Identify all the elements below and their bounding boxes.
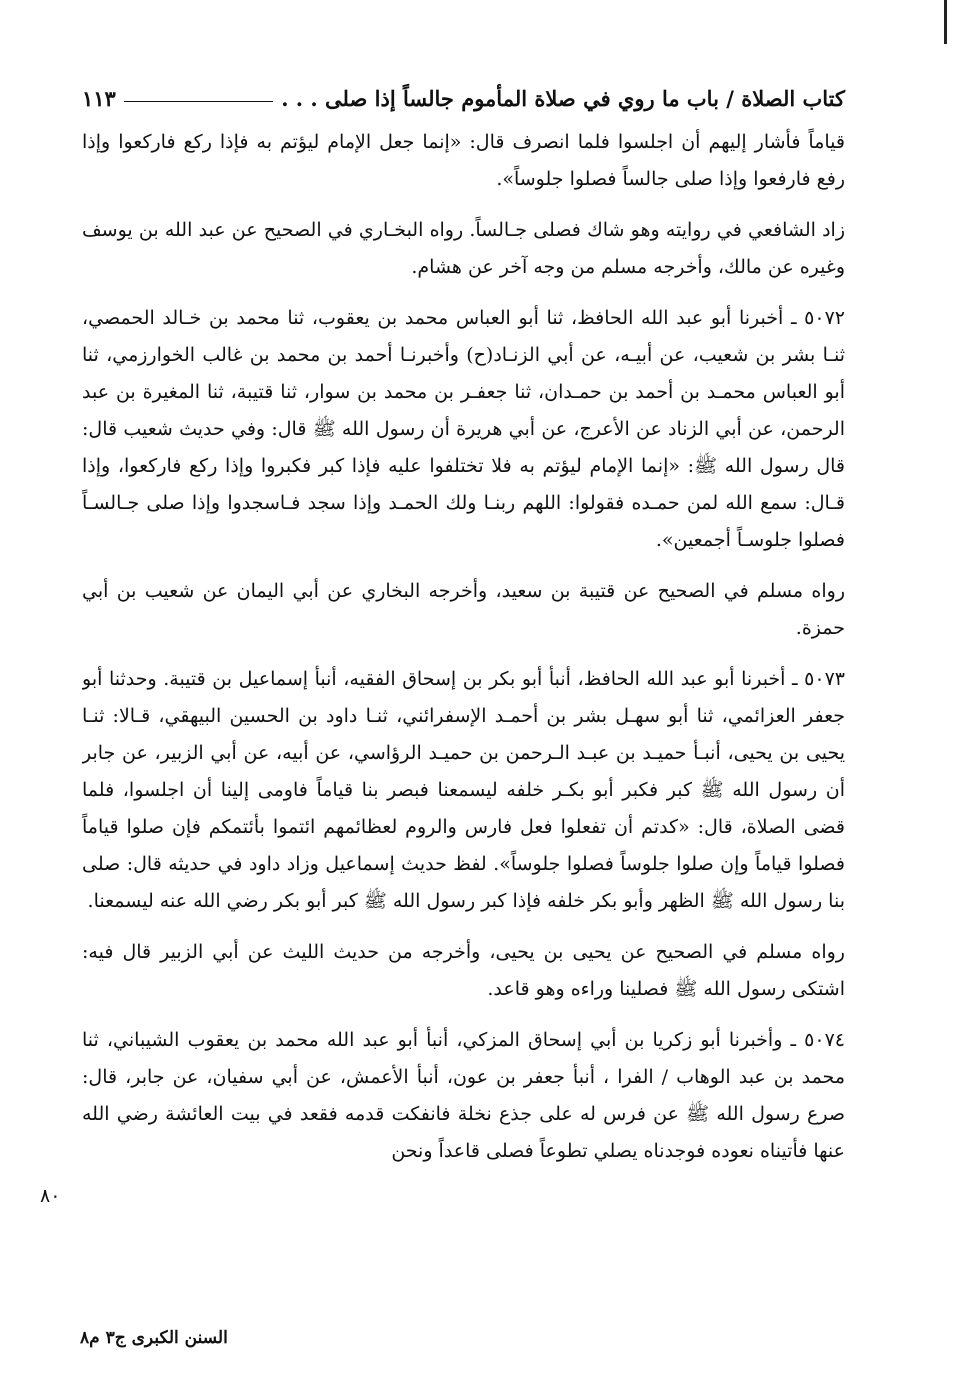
page-number: ١١٣ bbox=[82, 85, 116, 111]
paragraph: ٥٠٧٢ ـ أخبرنا أبو عبد الله الحافظ، ثنا أبو العباس محمد بن يعقوب، ثنا محمد بن خـالد الحمصي، ثنـا بشر بن شعيب، عن أبيـه، عن أبي الزنـاد(ح) وأخبرنـا أحمد بن محمد بن غالب الخوارزمي، ثنا أبو العباس محمـد بن أحمد بن حمـدان، ثنا جعفـر بن محمد بن سوار، ثنا قتيبة، ثنا المغيرة بن عبد الرحمن، عن أبي الزناد عن الأعرج، عن أبي هريرة أن رسول الله ﷺ قال: وفي حديث شعيب قال: قال رسول الله ﷺ: «إنما الإمام ليؤتم به فلا تختلفوا عليه فإذا كبر فكبروا وإذا ركع فاركعوا، وإذا قـال: سمع الله لمن حمـده فقولوا: اللهم ربنـا ولك الحمـد وإذا سجد فـاسجدوا وإذا صلى جـالسـاً فصلوا جلوسـاً أجمعين». bbox=[82, 307, 845, 551]
paragraph: رواه مسلم في الصحيح عن يحيى بن يحيى، وأخرجه من حديث الليث عن أبي الزبير قال فيه: اشتكى رسول الله ﷺ فصلينا وراءه وهو قاعد. bbox=[82, 941, 845, 1000]
margin-page-reference: ٨٠ bbox=[40, 1185, 61, 1207]
header-title: كتاب الصلاة / باب ما روي في صلاة المأموم جالساً إذا صلى . . . bbox=[281, 85, 845, 111]
paragraph: رواه مسلم في الصحيح عن قتيبة بن سعيد، وأخرجه البخاري عن أبي اليمان عن شعيب بن أبي حمزة. bbox=[82, 580, 845, 639]
paragraph: زاد الشافعي في روايته وهو شاك فصلى جـالساً. رواه البخـاري في الصحيح عن عبد الله بن يوسف وغيره عن مالك، وأخرجه مسلم من وجه آخر عن هشام. bbox=[82, 219, 845, 278]
paragraph: قياماً فأشار إليهم أن اجلسوا فلما انصرف قال: «إنما جعل الإمام ليؤتم به فإذا ركع فاركعوا وإذا رفع فارفعوا وإذا صلى جالساً فصلوا جلوساً». bbox=[82, 131, 845, 190]
page-edge-mark bbox=[944, 0, 947, 44]
footer-signature: السنن الكبرى ج٣ م٨ bbox=[80, 1328, 228, 1348]
header-rule bbox=[124, 101, 273, 102]
body-text bbox=[82, 124, 845, 1304]
paragraph: ٥٠٧٣ ـ أخبرنا أبو عبد الله الحافظ، أنبأ أبو بكر بن إسحاق الفقيه، أنبأ إسماعيل بن قتيبة. وحدثنا أبو جعفر العزائمي، ثنا أبو سهـل بشر بن أحمـد الإسفرائني، ثنـا داود بن الحسين البيهقي، قـالا: ثنـا يحيى بن يحيى، أنبـأ حميـد بن عبـد الـرحمن بن حميـد الرؤاسي، عن أبيه، عن أبي الزبير، عن جابر أن رسول الله ﷺ كبر فكبر أبو بكـر خلفه ليسمعنا فبصر بنا قياماً فاومى إلينا أن اجلسوا، فلما قضى الصلاة، قال: «كدتم أن تفعلوا فعل فارس والروم لعظائمهم ائتموا بأئتمكم فإن صلوا قياماً فصلوا قياماً وإن صلوا جلوساً فصلوا جلوساً». لفظ حديث إسماعيل وزاد داود في حديثه قال: صلى بنا رسول الله ﷺ الظهر وأبو بكر خلفه فإذا كبر رسول الله ﷺ كبر أبو بكر رضي الله عنه ليسمعنا. bbox=[82, 668, 845, 912]
running-header bbox=[82, 80, 845, 116]
paragraph: ٥٠٧٤ ـ وأخبرنا أبو زكريا بن أبي إسحاق المزكي، أنبأ أبو عبد الله محمد بن يعقوب الشيباني، ثنا محمد بن عبد الوهاب / الفرا ، أنبأ جعفر بن عون، أنبأ الأعمش، عن أبي سفيان، عن جابر، قال: صرع رسول الله ﷺ عن فرس له على جذع نخلة فانفكت قدمه فقعد في بيت العائشة رضي الله عنها فأتيناه نعوده فوجدناه يصلي تطوعاً فصلى قاعداً ونحن bbox=[82, 1029, 845, 1162]
